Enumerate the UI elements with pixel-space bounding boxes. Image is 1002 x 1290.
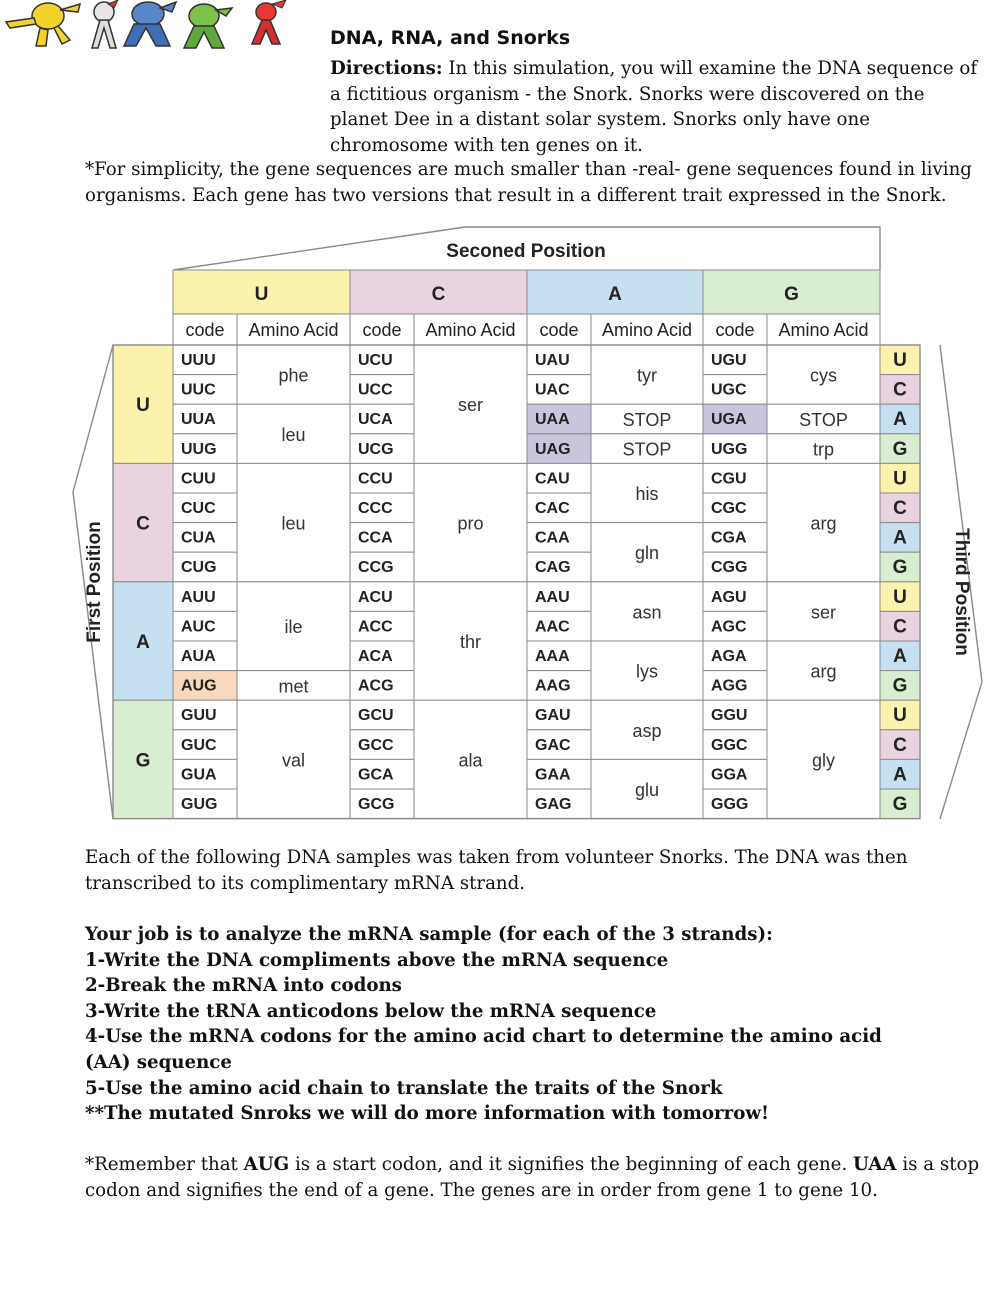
start-codon: AUG bbox=[243, 1154, 290, 1175]
third-base-label: A bbox=[893, 646, 907, 667]
amino-header: Amino Acid bbox=[601, 320, 693, 340]
reminder-text: is a start codon, and it signifies the beginning of each gene. bbox=[289, 1154, 854, 1175]
codon-code: ACC bbox=[358, 618, 393, 636]
snork-figure-5 bbox=[252, 0, 286, 44]
codon-code: UUG bbox=[181, 440, 217, 458]
third-position-label: Third Position bbox=[951, 528, 972, 656]
codon-code: CGA bbox=[711, 529, 747, 547]
simplicity-note: *For simplicity, the gene sequences are much smaller than -real- gene sequences found in living organisms. Each gene has two versions that result in a different trait expressed in the Snork. bbox=[85, 159, 972, 206]
codon-code: GUC bbox=[181, 736, 217, 754]
codon-code: GCU bbox=[358, 707, 394, 725]
codon-code: AGG bbox=[711, 677, 748, 695]
codon-code: CAA bbox=[535, 529, 570, 547]
second-base-label: U bbox=[254, 284, 269, 305]
codon-code: UCG bbox=[358, 440, 394, 458]
code-header: code bbox=[539, 320, 579, 340]
codon-code: CGU bbox=[711, 470, 747, 488]
third-base-label: A bbox=[893, 764, 907, 786]
amino-acid-name: gln bbox=[634, 543, 660, 564]
codon-code: CGC bbox=[711, 500, 747, 517]
codon-code: CAU bbox=[535, 470, 570, 488]
task-item: 1-Write the DNA compliments above the mRNA sequence bbox=[85, 949, 669, 971]
task-item: 3-Write the tRNA anticodons below the mRNA sequence bbox=[85, 1000, 657, 1022]
codon-code: UCU bbox=[358, 352, 393, 369]
third-base-label: G bbox=[892, 794, 908, 815]
samples-paragraph: Each of the following DNA samples was taken from volunteer Snorks. The DNA was then transcribed to its complimentary mRNA strand. bbox=[85, 847, 908, 894]
amino-acid-name: arg bbox=[810, 513, 837, 534]
code-header: code bbox=[185, 320, 225, 340]
codon-code: GGC bbox=[711, 736, 748, 754]
codon-code: AUU bbox=[181, 588, 216, 606]
second-base-label: A bbox=[608, 284, 622, 305]
codon-code: GGU bbox=[711, 707, 748, 725]
first-base-label: C bbox=[136, 513, 150, 535]
codon-code: GUA bbox=[181, 766, 217, 784]
third-base-label: C bbox=[893, 734, 907, 756]
amino-acid-name: asn bbox=[632, 602, 662, 623]
codon-code: GGG bbox=[711, 796, 749, 813]
codon-code: AAG bbox=[535, 677, 571, 695]
third-base-label: C bbox=[893, 379, 907, 401]
amino-acid-name: asp bbox=[632, 720, 662, 741]
codon-code: CAC bbox=[535, 500, 570, 517]
codon-code: CCC bbox=[358, 500, 393, 517]
codon-code: UUU bbox=[181, 352, 216, 369]
amino-header: Amino Acid bbox=[425, 320, 516, 340]
second-base-label: C bbox=[431, 284, 446, 305]
third-base-label: U bbox=[893, 350, 907, 371]
codon-code: GAG bbox=[535, 796, 572, 813]
third-base-label: G bbox=[892, 675, 908, 697]
snork-figure-3 bbox=[124, 2, 176, 46]
amino-acid-name: thr bbox=[459, 632, 482, 652]
task-item: 5-Use the amino acid chain to translate the traits of the Snork bbox=[85, 1077, 723, 1099]
code-header: code bbox=[362, 320, 402, 340]
page-title: DNA, RNA, and Snorks bbox=[330, 27, 571, 49]
codon-code: UAG bbox=[535, 440, 571, 458]
stop-amino-acid: STOP bbox=[622, 410, 672, 430]
codon-code: AAC bbox=[535, 618, 570, 636]
codon-code: CUG bbox=[181, 559, 217, 577]
task-item: 4-Use the mRNA codons for the amino acid chart to determine the amino acid bbox=[85, 1026, 882, 1048]
third-base-label: C bbox=[893, 498, 907, 519]
codon-code: UGC bbox=[711, 381, 747, 399]
amino-acid-name: glu bbox=[634, 780, 660, 800]
codon-code: ACU bbox=[358, 588, 393, 606]
third-base-label: G bbox=[892, 438, 908, 460]
codon-code: CUC bbox=[181, 500, 216, 517]
first-base-label: A bbox=[136, 632, 150, 653]
stop-amino-acid: STOP bbox=[799, 410, 848, 430]
task-note: **The mutated Snroks we will do more information with tomorrow! bbox=[85, 1103, 769, 1125]
amino-acid-name: phe bbox=[278, 365, 309, 386]
second-base-label: G bbox=[784, 284, 799, 305]
codon-code: UUA bbox=[181, 411, 216, 429]
codon-code: CUA bbox=[181, 529, 216, 547]
snork-characters-clipart bbox=[0, 0, 290, 52]
codon-code: UUC bbox=[181, 381, 216, 399]
first-position-label: First Position bbox=[84, 521, 105, 643]
codon-code: CGG bbox=[711, 559, 748, 577]
third-base-label: U bbox=[893, 586, 907, 608]
codon-code: UGA bbox=[711, 411, 747, 429]
amino-acid-name: gly bbox=[811, 750, 836, 771]
amino-acid-name: lys bbox=[636, 661, 658, 682]
amino-acid-name: leu bbox=[281, 424, 306, 445]
directions-label: Directions: bbox=[330, 58, 443, 79]
codon-code: ACG bbox=[358, 677, 394, 695]
amino-acid-name: val bbox=[281, 750, 306, 771]
reminder-text: *Remember that bbox=[85, 1154, 244, 1175]
codon-code: AAA bbox=[535, 648, 570, 665]
codon-code: GCC bbox=[358, 736, 394, 754]
third-base-label: C bbox=[893, 616, 907, 638]
third-base-label: G bbox=[892, 557, 908, 579]
codon-code: CCU bbox=[358, 470, 393, 488]
task-item: (AA) sequence bbox=[85, 1051, 232, 1073]
amino-acid-name: tyr bbox=[637, 365, 657, 386]
second-position-title: Seconed Position bbox=[446, 241, 606, 262]
codon-code: UGU bbox=[711, 352, 747, 369]
reminder-paragraph bbox=[85, 1152, 980, 1203]
codon-code: UCC bbox=[358, 381, 393, 399]
codon-code: GUU bbox=[181, 707, 217, 725]
amino-acid-name: ser bbox=[810, 602, 837, 623]
directions-paragraph bbox=[85, 56, 980, 158]
amino-acid-name: ser bbox=[457, 395, 484, 416]
amino-header: Amino Acid bbox=[778, 320, 869, 340]
codon-code: CCA bbox=[358, 529, 393, 547]
task-list bbox=[85, 922, 980, 1127]
codon-code: CCG bbox=[358, 559, 394, 577]
codon-chart bbox=[60, 222, 990, 832]
code-header: code bbox=[715, 320, 755, 340]
codon-code: GCA bbox=[358, 766, 394, 784]
codon-code: UAU bbox=[535, 352, 570, 369]
codon-code: AGC bbox=[711, 618, 747, 636]
stop-amino-acid: STOP bbox=[622, 439, 672, 460]
codon-code: AUG bbox=[181, 677, 217, 695]
task-heading: Your job is to analyze the mRNA sample (for each of the 3 strands): bbox=[85, 924, 773, 945]
amino-acid-name: met bbox=[278, 676, 309, 697]
amino-acid-name: pro bbox=[457, 513, 484, 534]
first-base-label: U bbox=[136, 395, 150, 417]
amino-acid-name: his bbox=[635, 484, 659, 504]
third-base-label: U bbox=[893, 468, 907, 490]
codon-code: CAG bbox=[535, 559, 571, 577]
snork-figure-2 bbox=[92, 0, 118, 48]
codon-code: CUU bbox=[181, 470, 216, 488]
stop-codon: UAA bbox=[853, 1154, 897, 1175]
codon-code: GAC bbox=[535, 736, 571, 754]
codon-code: UAC bbox=[535, 381, 570, 399]
task-item: 2-Break the mRNA into codons bbox=[85, 975, 402, 997]
codon-code: AUC bbox=[181, 618, 216, 636]
third-base-label: U bbox=[893, 705, 907, 727]
codon-code: GCG bbox=[358, 796, 395, 813]
directions-text: In this simulation, you will examine the DNA sequence of a fictitious organism - the Snork. Snorks were discovered on the planet Dee in a distant solar system. Snorks only have one chromosome with ten genes on it. bbox=[330, 58, 978, 156]
codon-code: UGG bbox=[711, 440, 748, 458]
amino-acid-name: arg bbox=[810, 661, 837, 682]
codon-code: AGA bbox=[711, 648, 747, 665]
amino-acid-name: ile bbox=[284, 617, 303, 638]
first-base-label: G bbox=[135, 750, 151, 772]
snork-figure-4 bbox=[184, 4, 232, 48]
codon-code: ACA bbox=[358, 648, 393, 665]
reminder-text: is a stop codon and signifies the end of a gene. The genes are in order from gene 1 to gene 10. bbox=[85, 1154, 980, 1201]
codon-code: AUA bbox=[181, 648, 216, 665]
amino-acid-name: ala bbox=[458, 750, 483, 771]
codon-code: AAU bbox=[535, 588, 570, 606]
codon-code: UCA bbox=[358, 411, 393, 429]
amino-acid-name: cys bbox=[810, 365, 837, 386]
third-base-label: A bbox=[893, 409, 907, 431]
snork-figure-1 bbox=[6, 3, 80, 46]
codon-code: GAA bbox=[535, 766, 571, 784]
third-base-label: A bbox=[893, 527, 907, 549]
amino-header: Amino Acid bbox=[248, 320, 339, 340]
codon-code: GAU bbox=[535, 707, 571, 725]
codon-code: UAA bbox=[535, 411, 570, 429]
amino-acid-name: trp bbox=[812, 439, 835, 460]
codon-code: AGU bbox=[711, 588, 747, 606]
amino-acid-name: leu bbox=[281, 513, 306, 534]
codon-code: GUG bbox=[181, 796, 218, 813]
codon-code: GGA bbox=[711, 766, 748, 784]
